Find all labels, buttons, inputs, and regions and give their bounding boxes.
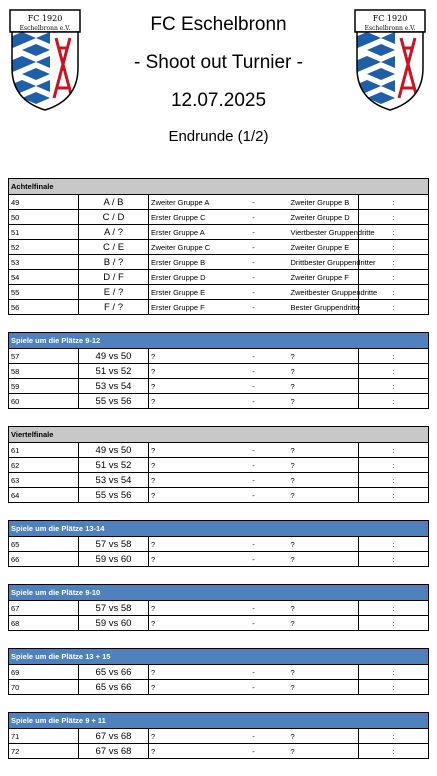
club-title: FC Eschelbronn [150, 14, 287, 35]
match-number: 71 [9, 729, 79, 744]
separator: - [219, 473, 289, 488]
separator: - [219, 443, 289, 458]
match-pairing: A / B [79, 195, 149, 210]
match-number: 65 [9, 537, 79, 552]
match-pairing: 51 vs 52 [79, 364, 149, 379]
separator: - [219, 552, 289, 567]
home-team: Zweiter Gruppe C [149, 240, 219, 255]
match-pairing: 57 vs 58 [79, 601, 149, 616]
separator: - [219, 665, 289, 680]
match-number: 51 [9, 225, 79, 240]
logo-name-text: Eschelbronn e.V. [364, 25, 416, 32]
match-pairing: 59 vs 60 [79, 552, 149, 567]
home-team: ? [149, 443, 219, 458]
separator: - [219, 349, 289, 364]
schedule-section [8, 178, 429, 315]
section-title: Spiele um die Plätze 13 + 15 [9, 649, 429, 665]
match-number: 59 [9, 379, 79, 394]
home-team: Erster Gruppe A [149, 225, 219, 240]
home-team: ? [149, 379, 219, 394]
match-pairing: C / D [79, 210, 149, 225]
schedule-table [8, 332, 429, 409]
away-team: Zweitbester Gruppendritte [289, 285, 359, 300]
score-cell: : [359, 473, 429, 488]
separator: - [219, 537, 289, 552]
schedule-section [8, 712, 429, 759]
match-number: 63 [9, 473, 79, 488]
away-team: ? [289, 552, 359, 567]
table-row [9, 240, 429, 255]
schedule-section [8, 584, 429, 631]
section-header [9, 179, 429, 195]
round-title: Endrunde (1/2) [168, 128, 269, 145]
page-header [0, 0, 437, 180]
logo-name-text: Eschelbronn e.V. [19, 25, 71, 32]
schedule-section [8, 426, 429, 503]
away-team: ? [289, 473, 359, 488]
match-pairing: F / ? [79, 300, 149, 315]
score-cell: : [359, 285, 429, 300]
match-pairing: 57 vs 58 [79, 537, 149, 552]
schedule-table [8, 648, 429, 695]
separator: - [219, 240, 289, 255]
home-team: ? [149, 616, 219, 631]
match-number: 60 [9, 394, 79, 409]
away-team: Zweiter Gruppe D [289, 210, 359, 225]
score-cell: : [359, 379, 429, 394]
match-pairing: 65 vs 66 [79, 665, 149, 680]
away-team: ? [289, 729, 359, 744]
away-team: Viertbester Gruppendritte [289, 225, 359, 240]
separator: - [219, 364, 289, 379]
match-number: 57 [9, 349, 79, 364]
section-header [9, 427, 429, 443]
table-row [9, 270, 429, 285]
schedule-table [8, 520, 429, 567]
home-team: ? [149, 601, 219, 616]
separator: - [219, 729, 289, 744]
home-team: Zweiter Gruppe A [149, 195, 219, 210]
away-team: Bester Gruppendritte [289, 300, 359, 315]
match-number: 66 [9, 552, 79, 567]
table-row [9, 364, 429, 379]
schedule-table [8, 584, 429, 631]
score-cell: : [359, 195, 429, 210]
match-number: 49 [9, 195, 79, 210]
schedule-table [8, 426, 429, 503]
home-team: ? [149, 394, 219, 409]
match-pairing: 49 vs 50 [79, 443, 149, 458]
match-pairing: 65 vs 66 [79, 680, 149, 695]
separator: - [219, 270, 289, 285]
club-crest-logo [353, 8, 427, 112]
home-team: ? [149, 458, 219, 473]
home-team: Erster Gruppe B [149, 255, 219, 270]
away-team: ? [289, 680, 359, 695]
away-team: ? [289, 616, 359, 631]
home-team: ? [149, 665, 219, 680]
separator: - [219, 680, 289, 695]
table-row [9, 255, 429, 270]
score-cell: : [359, 680, 429, 695]
separator: - [219, 488, 289, 503]
score-cell: : [359, 255, 429, 270]
score-cell: : [359, 210, 429, 225]
score-cell: : [359, 665, 429, 680]
home-team: ? [149, 744, 219, 759]
away-team: ? [289, 537, 359, 552]
home-team: ? [149, 488, 219, 503]
score-cell: : [359, 394, 429, 409]
away-team: Zweiter Gruppe E [289, 240, 359, 255]
match-number: 56 [9, 300, 79, 315]
section-title: Spiele um die Plätze 9-12 [9, 333, 429, 349]
table-row [9, 443, 429, 458]
home-team: ? [149, 729, 219, 744]
match-pairing: 55 vs 56 [79, 394, 149, 409]
table-row [9, 349, 429, 364]
match-pairing: C / E [79, 240, 149, 255]
away-team: ? [289, 665, 359, 680]
score-cell: : [359, 270, 429, 285]
separator: - [219, 285, 289, 300]
match-pairing: B / ? [79, 255, 149, 270]
separator: - [219, 225, 289, 240]
away-team: ? [289, 744, 359, 759]
table-row [9, 394, 429, 409]
separator: - [219, 744, 289, 759]
score-cell: : [359, 537, 429, 552]
home-team: Erster Gruppe C [149, 210, 219, 225]
match-number: 64 [9, 488, 79, 503]
match-pairing: 49 vs 50 [79, 349, 149, 364]
separator: - [219, 379, 289, 394]
match-pairing: 55 vs 56 [79, 488, 149, 503]
schedule-section [8, 332, 429, 409]
home-team: ? [149, 473, 219, 488]
home-team: Erster Gruppe E [149, 285, 219, 300]
away-team: Zweiter Gruppe B [289, 195, 359, 210]
separator: - [219, 458, 289, 473]
away-team: Drittbester Gruppendritter [289, 255, 359, 270]
table-row [9, 285, 429, 300]
away-team: ? [289, 364, 359, 379]
match-pairing: D / F [79, 270, 149, 285]
table-row [9, 552, 429, 567]
table-row [9, 473, 429, 488]
section-header [9, 713, 429, 729]
home-team: ? [149, 349, 219, 364]
match-pairing: E / ? [79, 285, 149, 300]
match-pairing: 53 vs 54 [79, 379, 149, 394]
separator: - [219, 601, 289, 616]
away-team: ? [289, 349, 359, 364]
match-number: 58 [9, 364, 79, 379]
match-number: 55 [9, 285, 79, 300]
separator: - [219, 255, 289, 270]
away-team: ? [289, 488, 359, 503]
section-title: Viertelfinale [9, 427, 429, 443]
home-team: ? [149, 680, 219, 695]
section-title: Spiele um die Plätze 13-14 [9, 521, 429, 537]
table-row [9, 729, 429, 744]
separator: - [219, 195, 289, 210]
score-cell: : [359, 488, 429, 503]
table-row [9, 601, 429, 616]
score-cell: : [359, 443, 429, 458]
match-number: 68 [9, 616, 79, 631]
score-cell: : [359, 300, 429, 315]
match-number: 67 [9, 601, 79, 616]
schedule-table [8, 178, 429, 315]
away-team: ? [289, 394, 359, 409]
match-pairing: 51 vs 52 [79, 458, 149, 473]
score-cell: : [359, 601, 429, 616]
match-number: 50 [9, 210, 79, 225]
home-team: ? [149, 364, 219, 379]
home-team: ? [149, 552, 219, 567]
section-title: Spiele um die Plätze 9 + 11 [9, 713, 429, 729]
table-row [9, 488, 429, 503]
match-pairing: A / ? [79, 225, 149, 240]
score-cell: : [359, 458, 429, 473]
section-header [9, 333, 429, 349]
match-number: 52 [9, 240, 79, 255]
table-row [9, 665, 429, 680]
match-number: 53 [9, 255, 79, 270]
schedule-sections [8, 178, 429, 776]
away-team: ? [289, 601, 359, 616]
table-row [9, 195, 429, 210]
away-team: ? [289, 443, 359, 458]
table-row [9, 225, 429, 240]
schedule-table [8, 712, 429, 759]
section-header [9, 585, 429, 601]
home-team: Erster Gruppe D [149, 270, 219, 285]
section-title: Spiele um die Plätze 9-10 [9, 585, 429, 601]
table-row [9, 616, 429, 631]
away-team: ? [289, 458, 359, 473]
logo-year-text: FC 1920 [27, 14, 63, 23]
match-pairing: 67 vs 68 [79, 744, 149, 759]
away-team: Zweiter Gruppe F [289, 270, 359, 285]
score-cell: : [359, 364, 429, 379]
match-number: 62 [9, 458, 79, 473]
score-cell: : [359, 729, 429, 744]
schedule-section [8, 520, 429, 567]
section-title: Achtelfinale [9, 179, 429, 195]
separator: - [219, 210, 289, 225]
event-date: 12.07.2025 [170, 90, 267, 111]
table-row [9, 537, 429, 552]
match-number: 61 [9, 443, 79, 458]
away-team: ? [289, 379, 359, 394]
score-cell: : [359, 616, 429, 631]
table-row [9, 300, 429, 315]
table-row [9, 680, 429, 695]
event-title: - Shoot out Turnier - [134, 52, 303, 73]
match-pairing: 67 vs 68 [79, 729, 149, 744]
match-number: 72 [9, 744, 79, 759]
schedule-section [8, 648, 429, 695]
table-row [9, 210, 429, 225]
section-header [9, 649, 429, 665]
match-pairing: 59 vs 60 [79, 616, 149, 631]
separator: - [219, 616, 289, 631]
score-cell: : [359, 240, 429, 255]
match-number: 70 [9, 680, 79, 695]
logo-year-text: FC 1920 [372, 14, 408, 23]
home-team: ? [149, 537, 219, 552]
match-number: 69 [9, 665, 79, 680]
section-header [9, 521, 429, 537]
table-row [9, 458, 429, 473]
score-cell: : [359, 552, 429, 567]
table-row [9, 744, 429, 759]
match-pairing: 53 vs 54 [79, 473, 149, 488]
separator: - [219, 300, 289, 315]
score-cell: : [359, 349, 429, 364]
match-number: 54 [9, 270, 79, 285]
score-cell: : [359, 225, 429, 240]
score-cell: : [359, 744, 429, 759]
table-row [9, 379, 429, 394]
separator: - [219, 394, 289, 409]
home-team: Erster Gruppe F [149, 300, 219, 315]
